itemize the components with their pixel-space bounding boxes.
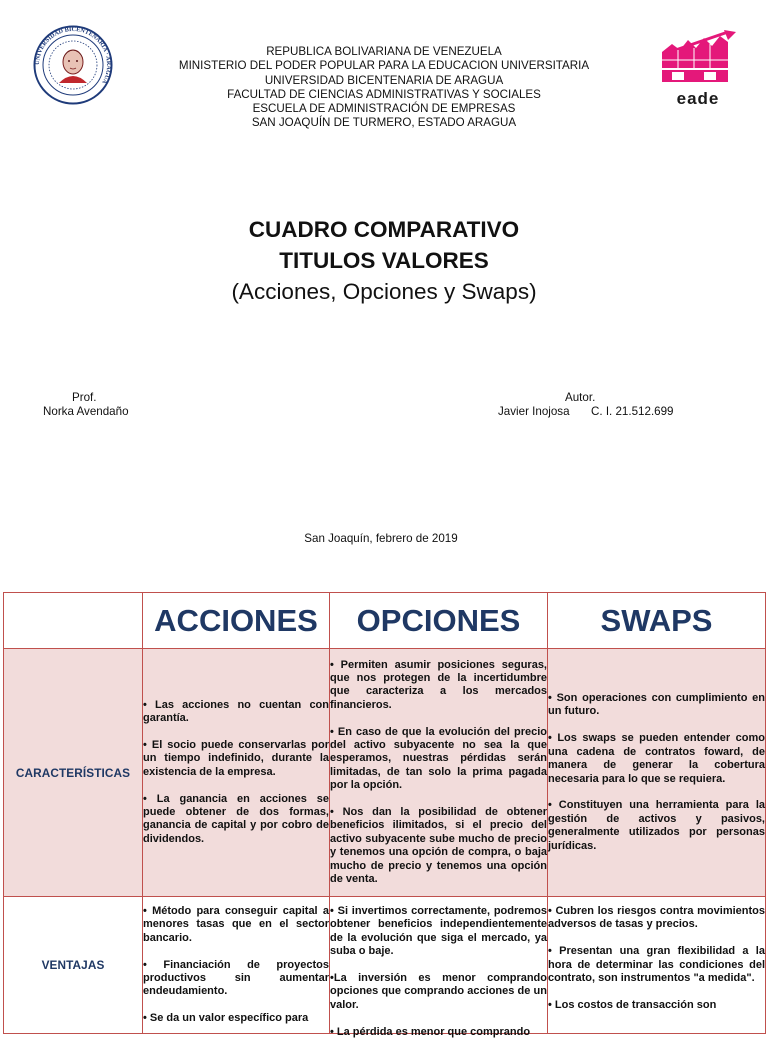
list-item: • Presentan una gran flexibilidad a la hora de determinar las condiciones del contrato, son instrumentos "a medida". (548, 945, 765, 985)
institution-line-1: REPUBLICA BOLIVARIANA DE VENEZUELA (266, 45, 502, 58)
cell-ventajas-opciones (330, 897, 548, 1038)
list-item: • Nos dan la posibilidad de obtener beneficios ilimitados, si el precio del activo subyacente sube mucho de precio y tenemos una opción de compra, o baja mucho de precio y tenemos una opción de venta. (330, 806, 547, 886)
list-item: • Se da un valor específico para (143, 1012, 309, 1025)
title-line-1: CUADRO COMPARATIVO (248, 217, 520, 242)
table-corner-cell (4, 593, 143, 649)
place-and-date: San Joaquín, febrero de 2019 (304, 532, 458, 545)
professor-name: Norka Avendaño (43, 405, 129, 418)
eade-logo-text: eade (676, 89, 720, 108)
institution-line-5: ESCUELA DE ADMINISTRACIÓN DE EMPRESAS (252, 102, 516, 116)
table-row-ventajas (4, 897, 766, 1034)
university-seal-logo (33, 25, 113, 105)
column-header-acciones: ACCIONES (143, 593, 330, 649)
cell-ventajas-acciones (143, 897, 330, 1034)
list-item: • Permiten asumir posiciones seguras, que nos protegen de la incertidumbre que caracteriza a los mercados financieros. (330, 658, 547, 711)
cell-caracteristicas-acciones (143, 649, 330, 897)
comparison-table (3, 592, 766, 1038)
list-item: • El socio puede conservarlas por un tiempo indefinido, durante la existencia de la empresa. (143, 738, 329, 778)
institution-line-4: FACULTAD DE CIENCIAS ADMINISTRATIVAS Y SOCIALES (227, 87, 541, 101)
list-item: • Si invertimos correctamente, podremos obtener beneficios independientemente de la evolución que siga el mercado, ya suba o baje. (330, 905, 547, 958)
list-item: • Son operaciones con cumplimiento en un futuro. (548, 692, 765, 718)
list-item: • Financiación de proyectos productivos sin aumentar endeudamiento. (143, 958, 329, 998)
list-item: • En caso de que la evolución del precio del activo subyacente no sea la que esperamos, nuestras pérdidas serán limitadas, de tan solo la prima pagada por la opción. (330, 725, 547, 792)
institution-line-6: SAN JOAQUÍN DE TURMERO, ESTADO ARAGUA (251, 116, 517, 130)
list-item: • Constituyen una herramienta para la gestión de activos y pasivos, generalmente utilizados por personas jurídicas. (548, 799, 765, 852)
professor-role: Prof. (72, 391, 97, 404)
list-item: • Método para conseguir capital a menores tasas que en el sector bancario. (143, 905, 329, 944)
list-item: • La pérdida es menor que comprando (330, 1025, 531, 1038)
cell-caracteristicas-opciones (330, 649, 548, 897)
author-id: C. I. 21.512.699 (591, 405, 674, 418)
author-name: Javier Inojosa (498, 405, 570, 418)
title-line-2: TITULOS VALORES (279, 248, 489, 273)
author-role: Autor. (565, 391, 596, 404)
row-label-caracteristicas: CARACTERÍSTICAS (4, 649, 143, 897)
list-item: • Los costos de transacción son (548, 998, 717, 1011)
eade-logo (658, 30, 738, 108)
list-item: •La inversión es menor comprando opciones que comprando acciones de un valor. (330, 972, 547, 1011)
institution-line-2: MINISTERIO DEL PODER POPULAR PARA LA EDUCACION UNIVERSITARIA (178, 59, 590, 73)
institution-header (150, 45, 618, 131)
seal-text: UNIVERSIDAD BICENTENARIA · ARAGUA (33, 25, 113, 85)
table-header-row (4, 593, 766, 649)
document-title (0, 214, 768, 307)
column-header-opciones: OPCIONES (330, 593, 548, 649)
list-item: • La ganancia en acciones se puede obtener de dos formas, ganancia de capital y por cobro de dividendos. (143, 792, 329, 845)
list-item: • Las acciones no cuentan con garantía. (143, 698, 329, 725)
title-line-3: (Acciones, Opciones y Swaps) (231, 279, 537, 304)
cell-caracteristicas-swaps (548, 649, 766, 897)
cell-ventajas-swaps (548, 897, 766, 1034)
row-label-ventajas: VENTAJAS (4, 897, 143, 1034)
table-row-caracteristicas (4, 649, 766, 897)
column-header-swaps: SWAPS (548, 593, 766, 649)
list-item: • Cubren los riesgos contra movimientos adversos de tasas y precios. (548, 905, 765, 931)
institution-line-3: UNIVERSIDAD BICENTENARIA DE ARAGUA (264, 73, 504, 87)
list-item: • Los swaps se pueden entender como una cadena de contratos foward, de manera de generar la cobertura necesaria para lo que se requiera. (548, 732, 765, 785)
